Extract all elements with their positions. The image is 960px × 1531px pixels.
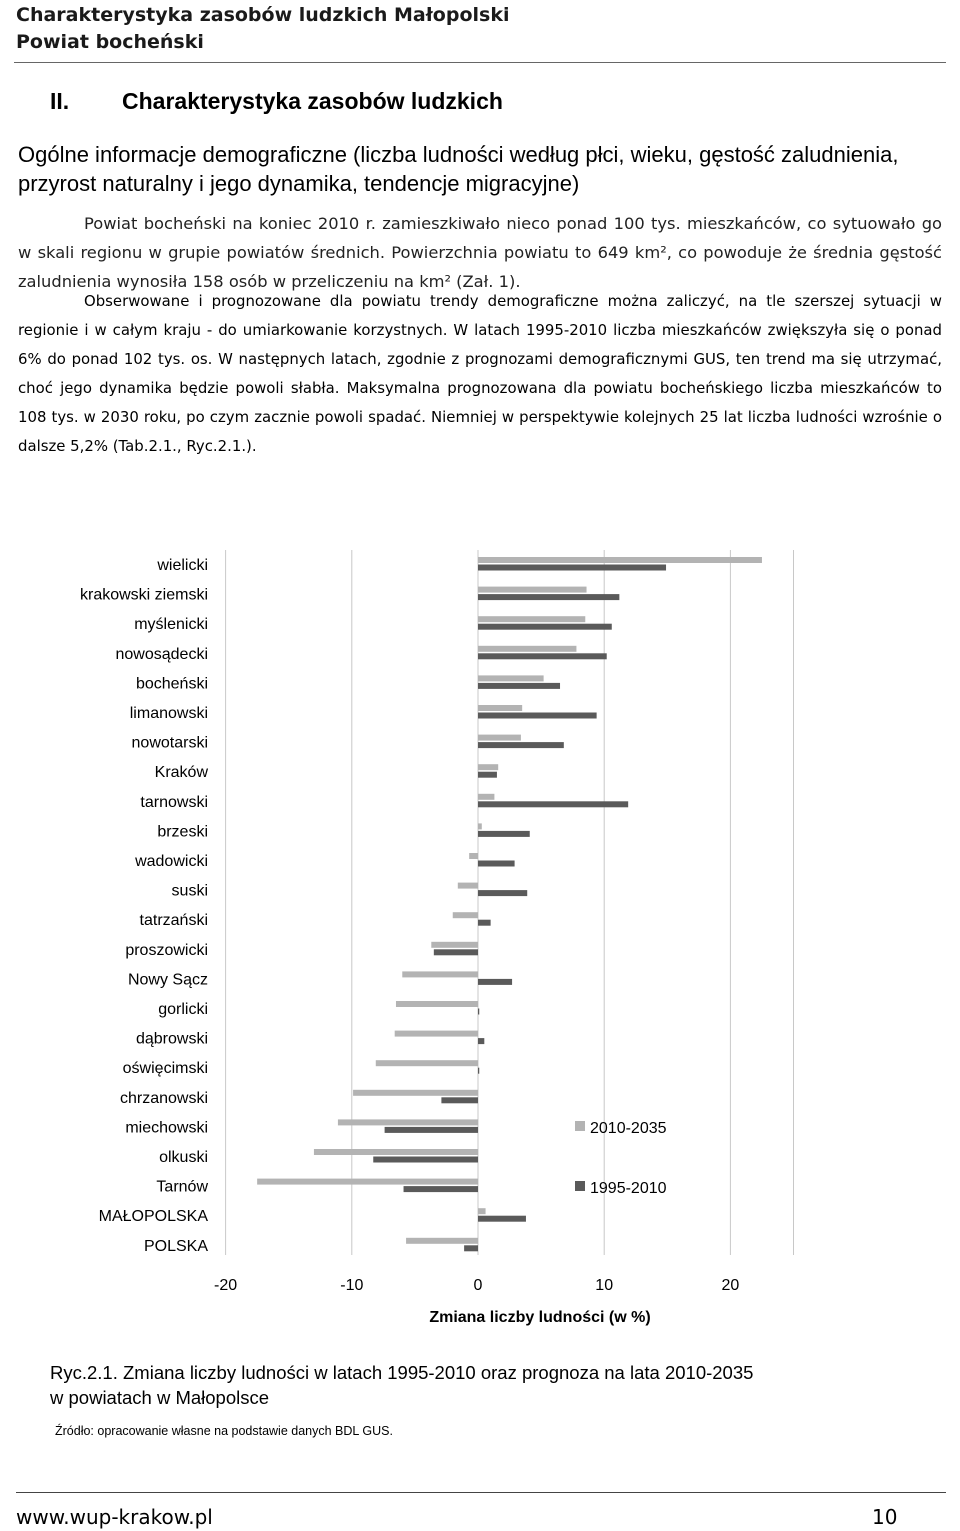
- x-tick-label: 20: [721, 1277, 740, 1294]
- category-label: proszowicki: [125, 941, 208, 959]
- category-label: Nowy Sącz: [127, 971, 208, 989]
- legend-label: 1995-2010: [590, 1180, 667, 1197]
- bar-2010-2035-miechowski: [338, 1119, 478, 1125]
- bar-2010-2035-limanowski: [478, 705, 522, 711]
- bar-2010-2035-gorlicki: [396, 1001, 478, 1007]
- category-label: wielicki: [157, 557, 208, 574]
- category-label: brzeski: [157, 823, 208, 841]
- caption-line-2: w powiatach w Małopolsce: [50, 1387, 270, 1408]
- bar-1995-2010-Nowy Sącz: [478, 979, 512, 985]
- bar-2010-2035-wielicki: [478, 557, 762, 563]
- bar-1995-2010-nowotarski: [478, 742, 564, 748]
- paragraph-2: Obserwowane i prognozowane dla powiatu trendy demograficzne można zaliczyć, na tle szerszej sytuacji w regionie i w całym kraju - do umiarkowanie korzystnych. W latach 1995-2010 liczba mieszkańców zwiększyła się o ponad 6% do ponad 102 tys. os. W następnych latach, zgodnie z prognozami demograficznymi GUS, ten trend ma się utrzymać, choć jego dynamika będzie powoli słabła. Maksymalna prognozowana dla powiatu bocheńskiego liczba mieszkańców to 108 tys. w 2030 roku, po czym zacznie powoli spadać. Niemniej w perspektywie kolejnych 25 lat liczba ludności wzrośnie o dalsze 5,2% (Tab.2.1., Ryc.2.1.).: [18, 292, 942, 455]
- bar-1995-2010-Tarnów: [404, 1186, 478, 1192]
- category-label: miechowski: [125, 1119, 208, 1137]
- bar-1995-2010-krakowski ziemski: [478, 594, 619, 600]
- section-title: [50, 88, 503, 115]
- category-label: wadowicki: [135, 853, 208, 870]
- bar-1995-2010-POLSKA: [464, 1245, 478, 1251]
- bar-2010-2035-Nowy Sącz: [402, 971, 478, 977]
- sub-heading: Ogólne informacje demograficzne (liczba ludności według płci, wieku, gęstość zaludnienia, przyrost naturalny i jego dynamika, tendencje migracyjne): [18, 142, 899, 196]
- category-label: krakowski ziemski: [79, 586, 208, 604]
- category-label: oświęcimski: [122, 1060, 208, 1078]
- footer-url[interactable]: www.wup-krakow.pl: [16, 1505, 213, 1529]
- bar-1995-2010-bocheński: [478, 683, 560, 689]
- bar-2010-2035-oświęcimski: [376, 1060, 478, 1066]
- bar-1995-2010-suski: [478, 890, 527, 896]
- bar-1995-2010-wadowicki: [478, 861, 515, 867]
- bar-1995-2010-nowosądecki: [478, 653, 607, 659]
- bar-2010-2035-chrzanowski: [353, 1090, 478, 1096]
- category-label: Tarnów: [156, 1178, 208, 1196]
- section-number: II.: [50, 88, 70, 114]
- bar-2010-2035-Tarnów: [257, 1179, 478, 1185]
- category-label: nowotarski: [131, 734, 208, 752]
- bar-1995-2010-oświęcimski: [478, 1068, 479, 1074]
- category-label: gorlicki: [158, 1001, 208, 1018]
- bar-1995-2010-brzeski: [478, 831, 530, 837]
- bar-1995-2010-MAŁOPOLSKA: [478, 1216, 526, 1222]
- bar-2010-2035-nowosądecki: [478, 646, 576, 652]
- bar-1995-2010-limanowski: [478, 713, 597, 719]
- legend-label: 2010-2035: [590, 1120, 667, 1137]
- x-tick-label: -10: [340, 1277, 364, 1294]
- category-label: dąbrowski: [135, 1030, 208, 1048]
- bar-2010-2035-tatrzański: [453, 912, 478, 918]
- legend-swatch: [575, 1181, 585, 1191]
- x-tick-label: 10: [595, 1277, 614, 1294]
- x-tick-label: 0: [473, 1277, 483, 1294]
- bar-1995-2010-proszowicki: [434, 949, 478, 955]
- bar-2010-2035-tarnowski: [478, 794, 494, 800]
- category-label: bocheński: [135, 675, 208, 693]
- bar-1995-2010-gorlicki: [478, 1009, 479, 1015]
- header-divider: [14, 62, 946, 63]
- category-label: tatrzański: [139, 912, 208, 930]
- bar-1995-2010-wielicki: [478, 565, 666, 571]
- bar-1995-2010-dąbrowski: [478, 1038, 484, 1044]
- category-label: suski: [171, 882, 208, 900]
- legend-swatch: [575, 1121, 585, 1131]
- section-title-text: Charakterystyka zasobów ludzkich: [122, 88, 503, 114]
- header-title: Charakterystyka zasobów ludzkich Małopolski: [16, 4, 510, 26]
- category-label: nowosądecki: [115, 645, 208, 663]
- bar-2010-2035-POLSKA: [406, 1238, 478, 1244]
- bar-1995-2010-olkuski: [373, 1157, 478, 1163]
- category-label: chrzanowski: [119, 1089, 208, 1107]
- bar-2010-2035-proszowicki: [431, 942, 478, 948]
- bar-2010-2035-krakowski ziemski: [478, 587, 587, 593]
- bar-2010-2035-suski: [458, 883, 478, 889]
- category-label: Kraków: [154, 764, 208, 782]
- bar-2010-2035-dąbrowski: [395, 1031, 478, 1037]
- bar-2010-2035-wadowicki: [469, 853, 478, 859]
- bar-1995-2010-myślenicki: [478, 624, 612, 630]
- category-label: POLSKA: [143, 1237, 208, 1255]
- page-number: 10: [872, 1505, 898, 1529]
- population-change-chart: [0, 530, 960, 1340]
- category-label: limanowski: [129, 705, 208, 722]
- bar-1995-2010-tarnowski: [478, 801, 628, 807]
- bar-1995-2010-chrzanowski: [441, 1097, 478, 1103]
- caption-line-1: Ryc.2.1. Zmiana liczby ludności w latach 1995-2010 oraz prognoza na lata 2010-2035: [50, 1362, 754, 1383]
- category-label: MAŁOPOLSKA: [98, 1208, 208, 1226]
- bar-2010-2035-MAŁOPOLSKA: [478, 1208, 486, 1214]
- bar-2010-2035-bocheński: [478, 675, 544, 681]
- figure-caption: [50, 1360, 910, 1410]
- bar-2010-2035-nowotarski: [478, 735, 521, 741]
- bar-1995-2010-tatrzański: [478, 920, 491, 926]
- bar-2010-2035-myślenicki: [478, 616, 585, 622]
- bar-1995-2010-Kraków: [478, 772, 497, 778]
- category-label: olkuski: [159, 1149, 208, 1166]
- footer-divider: [16, 1492, 946, 1493]
- category-label: myślenicki: [134, 616, 208, 634]
- figure-source: Źródło: opracowanie własne na podstawie danych BDL GUS.: [55, 1424, 393, 1438]
- x-tick-label: -20: [214, 1277, 238, 1294]
- bar-2010-2035-Kraków: [478, 764, 498, 770]
- header-subtitle: Powiat bocheński: [16, 31, 204, 53]
- page-header: [16, 2, 946, 56]
- bar-2010-2035-olkuski: [314, 1149, 478, 1155]
- x-axis-title: Zmiana liczby ludności (w %): [429, 1309, 651, 1326]
- paragraph-1: Powiat bocheński na koniec 2010 r. zamieszkiwało nieco ponad 100 tys. mieszkańców, co sytuowało go w skali regionu w grupie powiatów średnich. Powierzchnia powiatu to 649 km², co powoduje że średnia gęstość zaludnienia wynosiła 158 osób w przeliczeniu na km² (Zał. 1).: [18, 214, 942, 291]
- bar-1995-2010-miechowski: [385, 1127, 478, 1133]
- category-label: tarnowski: [140, 793, 208, 811]
- bar-2010-2035-brzeski: [478, 823, 482, 829]
